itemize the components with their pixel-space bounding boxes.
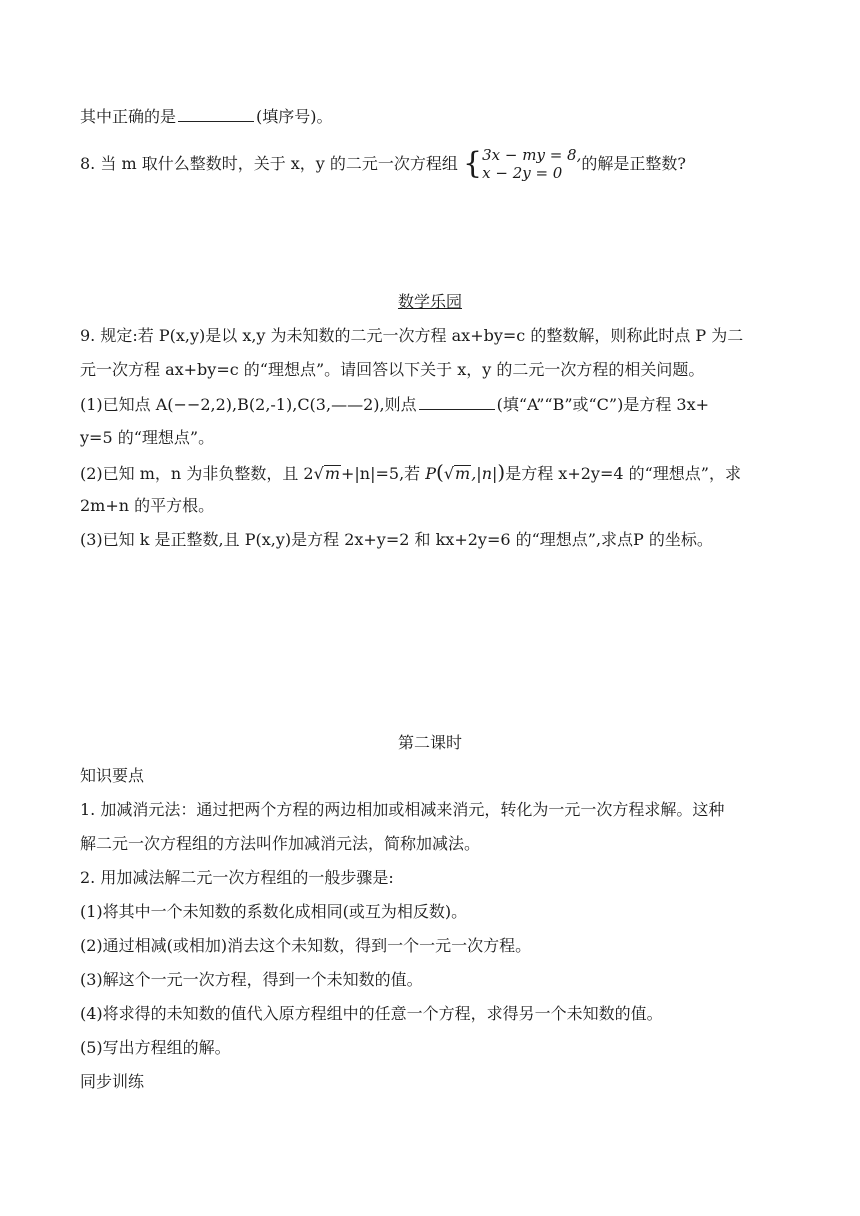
step-5: (5)写出方程组的解。 xyxy=(80,1038,231,1057)
step-3: (3)解这个一元一次方程，得到一个未知数的值。 xyxy=(80,970,423,989)
text: (1)已知点 A(−−2,2),B(2,-1),C(3,——2),则点 xyxy=(80,395,417,414)
step-2: (2)通过相减(或相加)消去这个未知数，得到一个一元一次方程。 xyxy=(80,936,532,955)
section-title xyxy=(0,292,860,312)
question-9-2-line-2: 2m+n 的平方根。 xyxy=(80,496,215,515)
text: 的解是正整数? xyxy=(581,154,686,173)
brace: { xyxy=(463,146,483,181)
equation-2: x − 2y = 0 xyxy=(482,164,563,182)
text: 8. 当 m 取什么整数时，关于 x，y 的二元一次方程组 xyxy=(80,154,458,173)
question-8 xyxy=(80,146,686,182)
question-9-1 xyxy=(80,394,709,415)
text: (填“A”“B”或“C”)是方程 3x+ xyxy=(496,395,710,414)
question-9-3: (3)已知 k 是正整数,且 P(x,y)是方程 2x+y=2 和 kx+2y=6 的“理想点”,求点P 的坐标。 xyxy=(80,530,713,549)
equation-1: 3x − my = 8, xyxy=(482,146,582,164)
knowledge-point-1-line-1: 1. 加减消元法：通过把两个方程的两边相加或相减来消元，转化为一元一次方程求解。这种 xyxy=(80,800,725,819)
step-1: (1)将其中一个未知数的系数化成相同(或互为相反数)。 xyxy=(80,902,468,921)
section-title-text: 数学乐园 xyxy=(397,292,462,311)
question-9-2 xyxy=(80,462,741,484)
question-9-line-1: 9. 规定:若 P(x,y)是以 x,y 为未知数的二元一次方程 ax+by=c 的整数解，则称此时点 P 为二 xyxy=(80,326,744,345)
step-4: (4)将求得的未知数的值代入原方程组中的任意一个方程，求得另一个未知数的值。 xyxy=(80,1004,663,1023)
equation-system xyxy=(482,146,581,182)
text: (填序号)。 xyxy=(256,107,333,126)
math-expression: 2√m xyxy=(303,464,340,483)
knowledge-point-1-line-2: 解二元一次方程组的方法叫作加减消元法，简称加减法。 xyxy=(80,834,481,853)
text: 其中正确的是 xyxy=(80,107,177,126)
text: (2)已知 m，n 为非负整数，且 xyxy=(80,464,299,483)
question-9-line-2: 元一次方程 ax+by=c 的“理想点”。请回答以下关于 x，y 的二元一次方程的相关问题。 xyxy=(80,360,705,379)
answer-line xyxy=(80,106,333,127)
lesson-title: 第二课时 xyxy=(397,733,462,752)
knowledge-points-title: 知识要点 xyxy=(80,766,145,785)
text: 是方程 x+2y=4 的“理想点”，求 xyxy=(505,464,741,483)
point-expression: P(√m,|n|) xyxy=(425,460,506,484)
answer-blank[interactable] xyxy=(419,394,495,410)
question-9-1-line-2: y=5 的“理想点”。 xyxy=(80,428,215,447)
sync-training-title: 同步训练 xyxy=(80,1072,145,1091)
knowledge-point-2: 2. 用加减法解二元一次方程组的一般步骤是: xyxy=(80,868,394,887)
text: +|n|=5,若 xyxy=(340,464,421,483)
answer-blank[interactable] xyxy=(178,106,254,122)
